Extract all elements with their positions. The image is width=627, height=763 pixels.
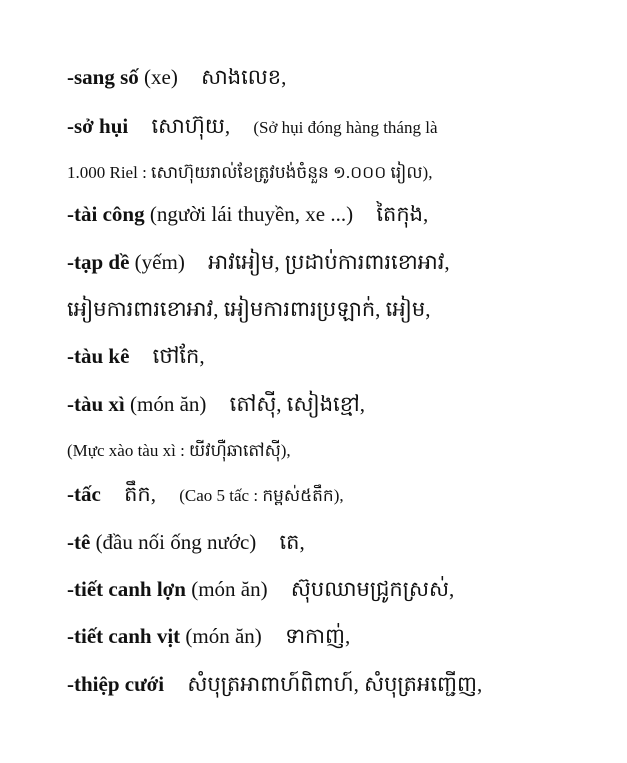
entry-khmer: សំបុត្រអាពាហ៍ពិពាហ៍, សំបុត្រអញ្ជើញ,: [187, 672, 483, 696]
entry-so-hui: [67, 113, 607, 141]
entry-tiet-canh-lon: [67, 576, 607, 602]
entry-term: -thiệp cưới: [67, 672, 165, 696]
entry-gloss: (yếm): [134, 250, 185, 274]
entry-tap-de-continued: [67, 296, 607, 322]
entry-khmer: អាវអៀម, ប្រដាប់ការពារខោអាវ,: [208, 250, 450, 274]
entry-term: -tấc: [67, 482, 101, 506]
entry-term: -tiết canh vịt: [67, 624, 181, 648]
entry-gloss: (xe): [144, 65, 178, 89]
entry-gloss: (món ăn): [191, 577, 268, 601]
entry-sang-so: [67, 64, 607, 90]
entry-khmer: ស៊ុបឈាមជ្រូកស្រស់,: [290, 577, 455, 601]
entry-gloss: (người lái thuyền, xe ...): [149, 202, 354, 226]
entry-khmer: ថៅកែ,: [152, 344, 205, 368]
entry-tiet-canh-vit: [67, 623, 607, 649]
entry-term: -tàu xì: [67, 392, 125, 416]
entry-khmer: តឹក,: [124, 482, 156, 506]
entry-term: -sở hụi: [67, 114, 129, 138]
entry-khmer: តៃកុង,: [376, 202, 429, 226]
entry-term: -tiết canh lợn: [67, 577, 186, 601]
entry-tai-cong: [67, 201, 607, 227]
entry-text: អៀមការពារខោអាវ, អៀមការពារប្រឡាក់, អៀម,: [67, 297, 431, 321]
entry-khmer: ទាកាញ់,: [285, 624, 351, 648]
entry-term: -tài công: [67, 202, 145, 226]
entry-text: 1.000 Riel : សោហ៊ុយរាល់ខែត្រូវបង់ចំនួន ១.០០០ រៀល),: [67, 163, 433, 182]
entry-tap-de: [67, 249, 607, 275]
entry-gloss: (món ăn): [185, 624, 262, 648]
entry-tau-xi-example: [67, 438, 607, 464]
entry-khmer: តៅស៊ី, សៀងខ្មៅ,: [229, 392, 365, 416]
entry-khmer: សោហ៊ុយ,: [151, 114, 231, 138]
entry-term: -tê: [67, 530, 91, 554]
entry-note: (Sở hụi đóng hàng tháng là: [253, 118, 438, 137]
entry-te: [67, 529, 607, 555]
entry-gloss: (đầu nối ống nước): [95, 530, 257, 554]
entry-khmer: សាងលេខ,: [201, 65, 287, 89]
entry-text: (Mực xào tàu xì : យីវហ៊ឺឆាតៅស៊ី),: [67, 441, 291, 460]
entry-term: -sang số: [67, 65, 139, 89]
entry-so-hui-example: [67, 160, 607, 186]
entry-tac: [67, 481, 607, 509]
entry-note: (Cao 5 tấc : កម្ពស់៥តឹក),: [179, 486, 344, 505]
entry-tau-ke: [67, 343, 607, 369]
entry-tau-xi: [67, 391, 607, 417]
entry-khmer: តេ,: [279, 530, 305, 554]
entry-term: -tạp dề: [67, 250, 130, 274]
entry-term: -tàu kê: [67, 344, 130, 368]
entry-thiep-cuoi: [67, 671, 607, 697]
entry-gloss: (món ăn): [130, 392, 207, 416]
